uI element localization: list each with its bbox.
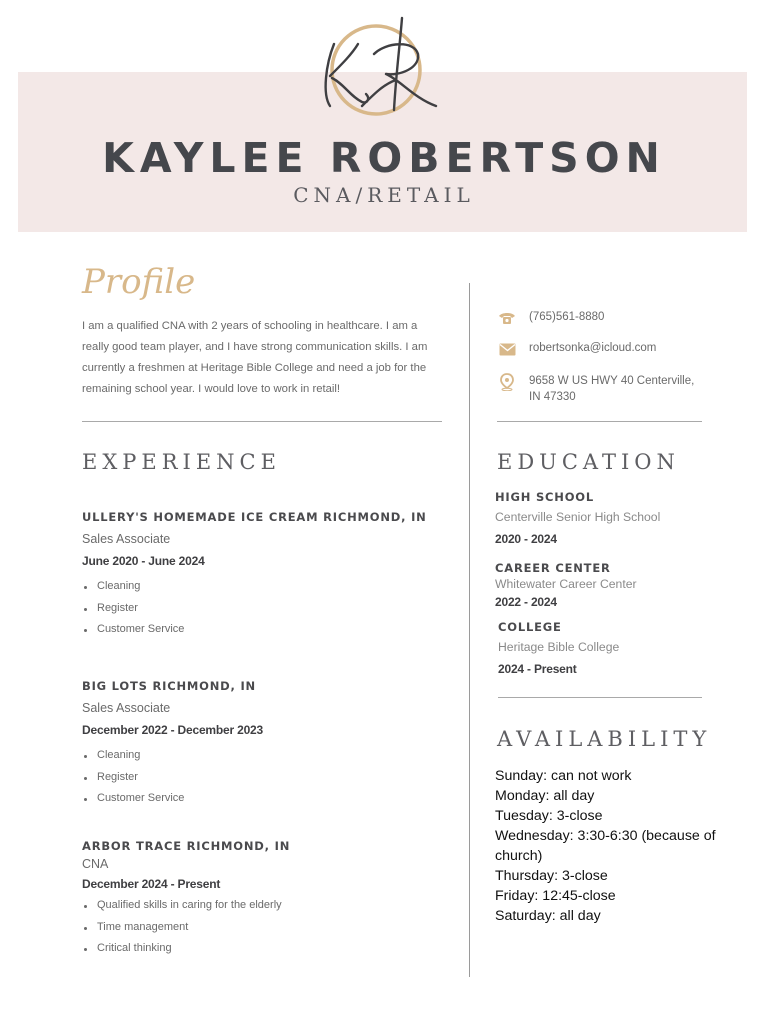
mail-icon xyxy=(497,340,517,358)
job-company: ULLERY'S HOMEMADE ICE CREAM RICHMOND, IN xyxy=(82,510,427,524)
education-entry xyxy=(495,561,637,609)
job-duty: Qualified skills in caring for the elderly xyxy=(82,895,452,917)
job-duty: Cleaning xyxy=(82,576,452,598)
education-school: Centerville Senior High School xyxy=(495,510,661,524)
education-level: COLLEGE xyxy=(498,620,562,634)
job-duties-list xyxy=(82,895,452,960)
job-duties-list xyxy=(82,576,452,641)
job-entry xyxy=(82,510,452,641)
job-role: Sales Associate xyxy=(82,532,171,546)
profile-text: I am a qualified CNA with 2 years of schooling in healthcare. I am a really good team player, and I have strong communication skills. I am currently a freshmen at Heritage Bible College and need a job for the remaining school year. I would love to work in retail! xyxy=(82,320,428,395)
kr-monogram-logo xyxy=(304,14,444,124)
availability-line: Monday: all day xyxy=(495,788,595,804)
job-role: CNA xyxy=(82,857,109,871)
availability-list xyxy=(495,766,735,926)
job-duty: Time management xyxy=(82,917,452,939)
education-dates: 2024 - Present xyxy=(498,662,577,676)
contact-divider xyxy=(497,421,702,422)
profile-divider xyxy=(82,421,442,422)
resume-name: KAYLEE ROBERTSON xyxy=(102,134,666,182)
job-duty: Register xyxy=(82,767,452,789)
education-entry xyxy=(495,490,660,546)
contact-phone: (765)561-8880 xyxy=(529,311,605,323)
education-school: Whitewater Career Center xyxy=(495,577,637,591)
job-duties-list xyxy=(82,745,452,810)
job-duty: Customer Service xyxy=(82,788,452,810)
job-dates: June 2020 - June 2024 xyxy=(82,554,205,568)
availability-line: Saturday: all day xyxy=(495,908,601,924)
availability-line: Wednesday: 3:30-6:30 (because of church) xyxy=(495,828,716,864)
job-duty: Customer Service xyxy=(82,619,452,641)
education-heading: EDUCATION xyxy=(497,450,680,474)
contact-phone-row xyxy=(497,309,709,327)
contact-email-row xyxy=(497,340,709,358)
phone-icon xyxy=(497,309,517,327)
job-entry xyxy=(82,679,452,810)
availability-line: Tuesday: 3-close xyxy=(495,808,603,824)
education-school: Heritage Bible College xyxy=(498,640,620,654)
availability-line: Friday: 12:45-close xyxy=(495,888,616,904)
resume-subtitle: CNA/RETAIL xyxy=(293,183,475,207)
job-duty: Register xyxy=(82,598,452,620)
job-duty: Cleaning xyxy=(82,745,452,767)
contact-email: robertsonka@icloud.com xyxy=(529,342,657,354)
job-dates: December 2022 - December 2023 xyxy=(82,723,263,737)
education-dates: 2020 - 2024 xyxy=(495,532,557,546)
job-company: BIG LOTS RICHMOND, IN xyxy=(82,679,256,693)
availability-line: Sunday: can not work xyxy=(495,768,632,784)
availability-heading: AVAILABILITY xyxy=(497,727,712,751)
education-entry xyxy=(498,620,619,676)
education-level: CAREER CENTER xyxy=(495,561,611,575)
job-role: Sales Associate xyxy=(82,701,171,715)
experience-heading: EXPERIENCE xyxy=(82,450,281,474)
column-divider xyxy=(469,283,470,977)
education-dates: 2022 - 2024 xyxy=(495,595,557,609)
contact-address-row xyxy=(497,373,709,405)
location-pin-icon xyxy=(497,373,517,391)
job-duty: Critical thinking xyxy=(82,938,452,960)
profile-heading: Profile xyxy=(82,262,196,302)
education-divider xyxy=(498,697,702,698)
availability-line: Thursday: 3-close xyxy=(495,868,608,884)
contact-address: 9658 W US HWY 40 Centerville, IN 47330 xyxy=(529,375,695,403)
job-dates: December 2024 - Present xyxy=(82,877,221,891)
education-level: HIGH SCHOOL xyxy=(495,490,594,504)
job-company: ARBOR TRACE RICHMOND, IN xyxy=(82,839,291,853)
job-entry xyxy=(82,839,452,960)
